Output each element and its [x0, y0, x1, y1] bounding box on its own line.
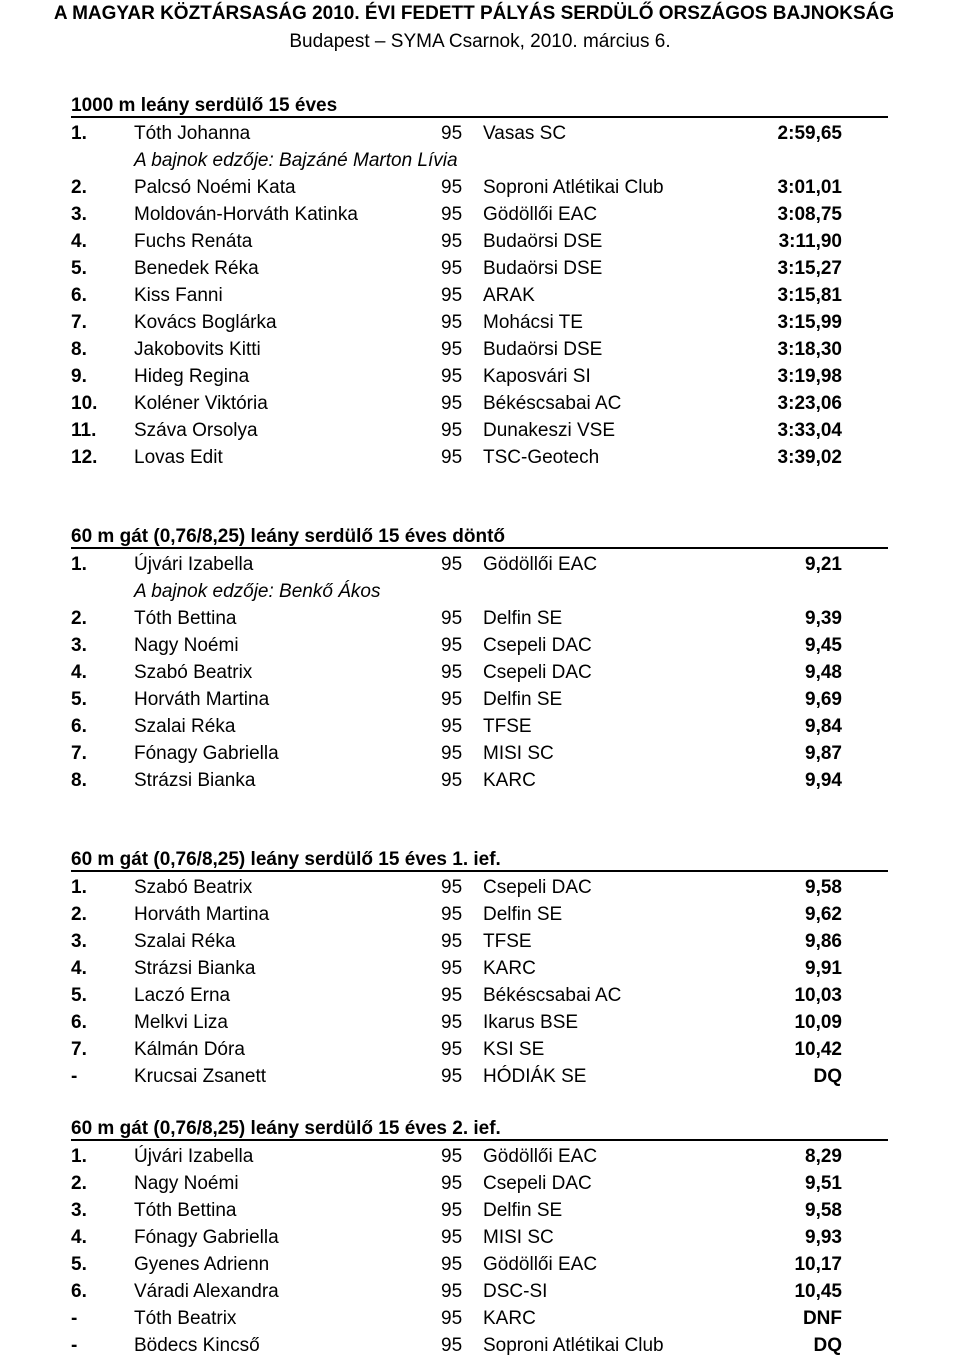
result-row — [0, 928, 960, 955]
athlete-name: Lovas Edit — [134, 447, 223, 468]
result-value: 9,87 — [805, 743, 842, 764]
result-row — [0, 444, 960, 471]
rank-cell: - — [71, 1335, 78, 1356]
result-row — [0, 417, 960, 444]
birth-year: 95 — [441, 1012, 463, 1033]
result-row — [0, 1251, 960, 1278]
result-value: DQ — [813, 1066, 842, 1087]
result-row — [0, 605, 960, 632]
result-row — [0, 1036, 960, 1063]
athlete-name: Tóth Beatrix — [134, 1308, 237, 1329]
birth-year: 95 — [441, 312, 463, 333]
result-row — [0, 1332, 960, 1359]
athlete-name: Tóth Johanna — [134, 123, 251, 144]
result-row — [0, 363, 960, 390]
club-name: MISI SC — [483, 743, 554, 764]
rank-cell: 2. — [71, 608, 87, 629]
result-row — [0, 632, 960, 659]
rank-cell: 2. — [71, 904, 87, 925]
result-value: 9,39 — [805, 608, 842, 629]
rank-cell: 5. — [71, 985, 87, 1006]
result-value: 3:15,99 — [777, 312, 842, 333]
athlete-name: Koléner Viktória — [134, 393, 268, 414]
section-title: 1000 m leány serdülő 15 éves — [71, 93, 888, 118]
club-name: Gödöllői EAC — [483, 554, 598, 575]
athlete-name: Fónagy Gabriella — [134, 743, 279, 764]
birth-year: 95 — [441, 1066, 463, 1087]
rank-cell: 7. — [71, 743, 87, 764]
athlete-name: Jakobovits Kitti — [134, 339, 261, 360]
section-title: 60 m gát (0,76/8,25) leány serdülő 15 éves 1. ief. — [71, 847, 888, 872]
birth-year: 95 — [441, 877, 463, 898]
club-name: Delfin SE — [483, 1200, 563, 1221]
rank-cell: 3. — [71, 1200, 87, 1221]
result-row — [0, 901, 960, 928]
rank-cell: 5. — [71, 258, 87, 279]
club-name: KARC — [483, 958, 536, 979]
rank-cell: 1. — [71, 877, 87, 898]
athlete-name: Száva Orsolya — [134, 420, 258, 441]
result-row — [0, 551, 960, 578]
birth-year: 95 — [441, 339, 463, 360]
club-name: Budaörsi DSE — [483, 231, 603, 252]
rank-cell: 3. — [71, 204, 87, 225]
result-value: 9,93 — [805, 1227, 842, 1248]
rank-cell: 4. — [71, 662, 87, 683]
athlete-name: Nagy Noémi — [134, 635, 239, 656]
rank-cell: 6. — [71, 285, 87, 306]
athlete-name: Váradi Alexandra — [134, 1281, 279, 1302]
club-name: KARC — [483, 770, 536, 791]
club-name: Mohácsi TE — [483, 312, 583, 333]
club-name: Békéscsabai AC — [483, 393, 622, 414]
result-value: 10,17 — [794, 1254, 842, 1275]
result-row — [0, 874, 960, 901]
athlete-name: Moldován-Horváth Katinka — [134, 204, 358, 225]
result-row — [0, 767, 960, 794]
result-row — [0, 201, 960, 228]
athlete-name: Tóth Bettina — [134, 1200, 237, 1221]
birth-year: 95 — [441, 1335, 463, 1356]
result-row — [0, 1224, 960, 1251]
birth-year: 95 — [441, 1308, 463, 1329]
result-value: 9,84 — [805, 716, 842, 737]
club-name: Ikarus BSE — [483, 1012, 579, 1033]
rank-cell: 6. — [71, 716, 87, 737]
rank-cell: 3. — [71, 635, 87, 656]
rank-cell: 11. — [71, 420, 97, 441]
rank-cell: 2. — [71, 1173, 87, 1194]
result-value: 3:08,75 — [777, 204, 842, 225]
result-value: 9,51 — [805, 1173, 842, 1194]
result-value: 9,58 — [805, 1200, 842, 1221]
rank-cell: 4. — [71, 231, 87, 252]
club-name: Csepeli DAC — [483, 1173, 592, 1194]
athlete-name: Benedek Réka — [134, 258, 259, 279]
birth-year: 95 — [441, 689, 463, 710]
birth-year: 95 — [441, 177, 463, 198]
result-value: DQ — [813, 1335, 842, 1356]
athlete-name: Újvári Izabella — [134, 1146, 254, 1167]
athlete-name: Tóth Bettina — [134, 608, 237, 629]
birth-year: 95 — [441, 258, 463, 279]
coach-note: A bajnok edzője: Bajzáné Marton Lívia — [134, 150, 458, 171]
result-value: 3:39,02 — [777, 447, 842, 468]
result-value: 9,58 — [805, 877, 842, 898]
athlete-name: Kiss Fanni — [134, 285, 223, 306]
result-value: 3:01,01 — [777, 177, 842, 198]
result-value: 10,03 — [794, 985, 842, 1006]
result-value: 3:15,27 — [777, 258, 842, 279]
club-name: Békéscsabai AC — [483, 985, 622, 1006]
birth-year: 95 — [441, 420, 463, 441]
athlete-name: Szalai Réka — [134, 931, 236, 952]
birth-year: 95 — [441, 1227, 463, 1248]
result-row — [0, 282, 960, 309]
athlete-name: Palcsó Noémi Kata — [134, 177, 296, 198]
club-name: Dunakeszi VSE — [483, 420, 616, 441]
result-row — [0, 982, 960, 1009]
birth-year: 95 — [441, 447, 463, 468]
club-name: Soproni Atlétikai Club — [483, 177, 664, 198]
result-row — [0, 1278, 960, 1305]
result-value: DNF — [802, 1308, 842, 1329]
birth-year: 95 — [441, 554, 463, 575]
result-row — [0, 120, 960, 147]
athlete-name: Gyenes Adrienn — [134, 1254, 270, 1275]
birth-year: 95 — [441, 366, 463, 387]
rank-cell: 6. — [71, 1281, 87, 1302]
result-value: 9,21 — [805, 554, 842, 575]
rank-cell: 5. — [71, 1254, 87, 1275]
rank-cell: 2. — [71, 177, 87, 198]
club-name: KARC — [483, 1308, 536, 1329]
result-value: 3:15,81 — [777, 285, 842, 306]
club-name: TSC-Geotech — [483, 447, 600, 468]
athlete-name: Melkvi Liza — [134, 1012, 228, 1033]
birth-year: 95 — [441, 204, 463, 225]
result-value: 10,45 — [794, 1281, 842, 1302]
birth-year: 95 — [441, 1146, 463, 1167]
athlete-name: Horváth Martina — [134, 689, 270, 710]
result-row — [0, 713, 960, 740]
athlete-name: Kovács Boglárka — [134, 312, 277, 333]
athlete-name: Szabó Beatrix — [134, 662, 253, 683]
page-title: A MAGYAR KÖZTÁRSASÁG 2010. ÉVI FEDETT PÁLYÁS SERDÜLŐ ORSZÁGOS BAJNOKSÁG — [53, 3, 895, 24]
birth-year: 95 — [441, 662, 463, 683]
rank-cell: 4. — [71, 1227, 87, 1248]
athlete-name: Krucsai Zsanett — [134, 1066, 266, 1087]
rank-cell: 6. — [71, 1012, 87, 1033]
result-row — [0, 686, 960, 713]
result-row — [0, 1170, 960, 1197]
club-name: TFSE — [483, 716, 532, 737]
athlete-name: Horváth Martina — [134, 904, 270, 925]
result-row — [0, 309, 960, 336]
result-row — [0, 1063, 960, 1090]
birth-year: 95 — [441, 716, 463, 737]
result-row — [0, 1305, 960, 1332]
athlete-name: Strázsi Bianka — [134, 770, 256, 791]
athlete-name: Hideg Regina — [134, 366, 250, 387]
rank-cell: 5. — [71, 689, 87, 710]
birth-year: 95 — [441, 1254, 463, 1275]
result-value: 2:59,65 — [777, 123, 842, 144]
result-value: 9,91 — [805, 958, 842, 979]
club-name: Delfin SE — [483, 689, 563, 710]
rank-cell: 7. — [71, 1039, 87, 1060]
athlete-name: Fuchs Renáta — [134, 231, 253, 252]
club-name: Gödöllői EAC — [483, 1146, 598, 1167]
athlete-name: Fónagy Gabriella — [134, 1227, 279, 1248]
result-row — [0, 1143, 960, 1170]
club-name: Csepeli DAC — [483, 662, 592, 683]
rank-cell: 4. — [71, 958, 87, 979]
club-name: Gödöllői EAC — [483, 204, 598, 225]
club-name: TFSE — [483, 931, 532, 952]
result-row — [0, 255, 960, 282]
rank-cell: 8. — [71, 339, 87, 360]
rank-cell: 9. — [71, 366, 87, 387]
club-name: Delfin SE — [483, 608, 563, 629]
birth-year: 95 — [441, 1200, 463, 1221]
club-name: Gödöllői EAC — [483, 1254, 598, 1275]
result-value: 9,62 — [805, 904, 842, 925]
result-value: 3:18,30 — [777, 339, 842, 360]
athlete-name: Nagy Noémi — [134, 1173, 239, 1194]
result-value: 10,09 — [794, 1012, 842, 1033]
birth-year: 95 — [441, 743, 463, 764]
birth-year: 95 — [441, 1173, 463, 1194]
birth-year: 95 — [441, 393, 463, 414]
result-value: 9,48 — [805, 662, 842, 683]
athlete-name: Szalai Réka — [134, 716, 236, 737]
result-row — [0, 740, 960, 767]
result-value: 9,94 — [805, 770, 842, 791]
birth-year: 95 — [441, 1281, 463, 1302]
result-value: 9,69 — [805, 689, 842, 710]
birth-year: 95 — [441, 904, 463, 925]
birth-year: 95 — [441, 635, 463, 656]
section-title: 60 m gát (0,76/8,25) leány serdülő 15 éves 2. ief. — [71, 1116, 888, 1141]
club-name: Budaörsi DSE — [483, 339, 603, 360]
rank-cell: - — [71, 1308, 78, 1329]
club-name: Budaörsi DSE — [483, 258, 603, 279]
rank-cell: 7. — [71, 312, 87, 333]
club-name: DSC-SI — [483, 1281, 548, 1302]
athlete-name: Strázsi Bianka — [134, 958, 256, 979]
result-value: 10,42 — [794, 1039, 842, 1060]
result-row — [0, 1197, 960, 1224]
birth-year: 95 — [441, 123, 463, 144]
rank-cell: 1. — [71, 1146, 87, 1167]
birth-year: 95 — [441, 985, 463, 1006]
birth-year: 95 — [441, 285, 463, 306]
club-name: Kaposvári SI — [483, 366, 591, 387]
rank-cell: 10. — [71, 393, 98, 414]
rank-cell: 12. — [71, 447, 98, 468]
result-row — [0, 659, 960, 686]
rank-cell: 1. — [71, 554, 87, 575]
result-value: 9,45 — [805, 635, 842, 656]
result-value: 3:23,06 — [777, 393, 842, 414]
result-row — [0, 336, 960, 363]
birth-year: 95 — [441, 1039, 463, 1060]
birth-year: 95 — [441, 608, 463, 629]
club-name: Delfin SE — [483, 904, 563, 925]
result-row — [0, 955, 960, 982]
result-row — [0, 174, 960, 201]
result-row — [0, 228, 960, 255]
result-value: 3:33,04 — [777, 420, 842, 441]
rank-cell: 1. — [71, 123, 87, 144]
result-row — [0, 390, 960, 417]
birth-year: 95 — [441, 770, 463, 791]
club-name: Csepeli DAC — [483, 635, 592, 656]
club-name: ARAK — [483, 285, 535, 306]
athlete-name: Bödecs Kincső — [134, 1335, 260, 1356]
athlete-name: Laczó Erna — [134, 985, 231, 1006]
athlete-name: Újvári Izabella — [134, 554, 254, 575]
athlete-name: Kálmán Dóra — [134, 1039, 245, 1060]
rank-cell: 3. — [71, 931, 87, 952]
section-title: 60 m gát (0,76/8,25) leány serdülő 15 éves döntő — [71, 524, 888, 549]
rank-cell: 8. — [71, 770, 87, 791]
club-name: Vasas SC — [483, 123, 567, 144]
result-value: 8,29 — [805, 1146, 842, 1167]
athlete-name: Szabó Beatrix — [134, 877, 253, 898]
club-name: Csepeli DAC — [483, 877, 592, 898]
club-name: HÓDIÁK SE — [483, 1066, 587, 1087]
club-name: MISI SC — [483, 1227, 554, 1248]
page-subtitle: Budapest – SYMA Csarnok, 2010. március 6. — [289, 31, 671, 52]
result-value: 3:11,90 — [778, 231, 842, 252]
club-name: KSI SE — [483, 1039, 545, 1060]
birth-year: 95 — [441, 931, 463, 952]
coach-note: A bajnok edzője: Benkő Ákos — [134, 581, 381, 602]
result-value: 9,86 — [805, 931, 842, 952]
result-row — [0, 1009, 960, 1036]
rank-cell: - — [71, 1066, 78, 1087]
birth-year: 95 — [441, 231, 463, 252]
result-value: 3:19,98 — [777, 366, 842, 387]
club-name: Soproni Atlétikai Club — [483, 1335, 664, 1356]
birth-year: 95 — [441, 958, 463, 979]
